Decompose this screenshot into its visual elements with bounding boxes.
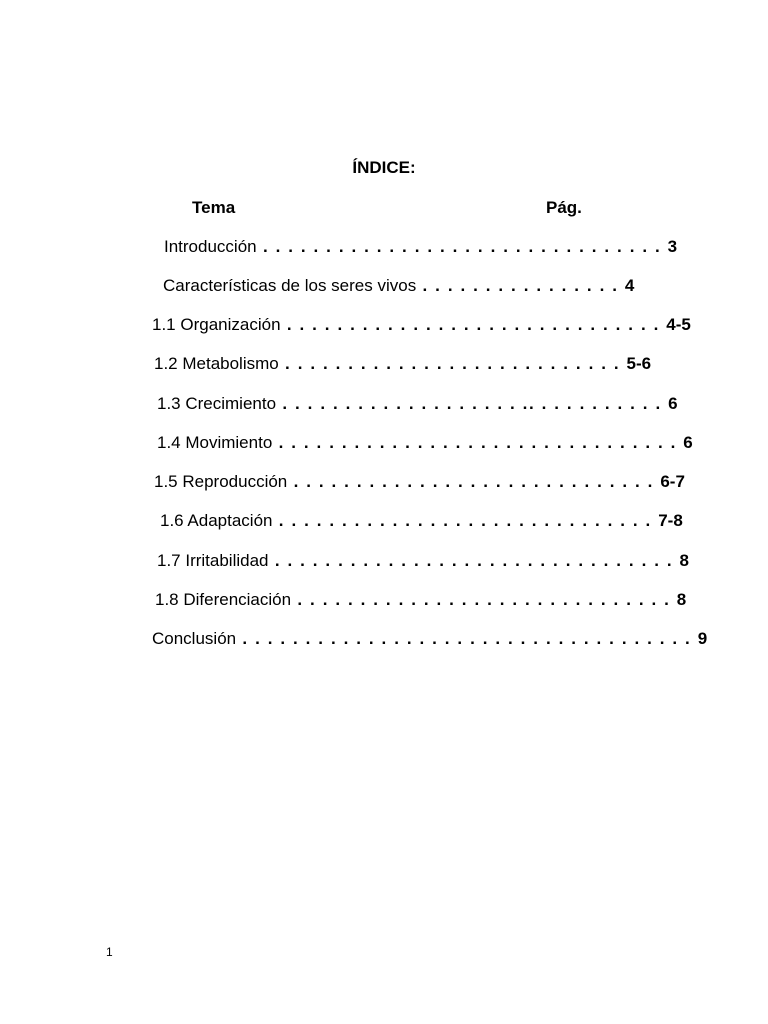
toc-entry-label: Conclusión [152, 629, 237, 648]
toc-leader-dots: . . . . . . . . . . . . . . . . . . . . . . . . . . . . . [287, 472, 661, 491]
toc-entry-introduccion [164, 236, 677, 258]
toc-entry-page: 4 [624, 276, 635, 295]
toc-entry-label: 1.4 Movimiento [157, 433, 273, 452]
column-header-page: Pág. [546, 198, 582, 217]
toc-entry-label: 1.5 Reproducción [154, 472, 288, 491]
toc-entry-label: Características de los seres vivos [163, 276, 417, 295]
toc-entry-label: 1.1 Organización [152, 315, 281, 334]
toc-entry-page: 6 [668, 394, 678, 413]
toc-entry-movimiento [157, 432, 693, 454]
toc-entry-irritabilidad [157, 550, 689, 572]
toc-entry-adaptacion [160, 510, 683, 532]
toc-entry-caracteristicas [163, 275, 634, 297]
toc-entry-organizacion [152, 314, 691, 336]
toc-entry-conclusion [152, 628, 707, 650]
toc-entry-label: 1.2 Metabolismo [154, 354, 279, 373]
toc-leader-dots: . . . . . . . . . . . . . . . . . . . . . . . . . . . . . . . . [272, 433, 684, 452]
toc-entry-page: 6 [683, 433, 693, 452]
toc-entry-crecimiento [157, 393, 678, 415]
toc-leader-dots: . . . . . . . . . . . . . . . . . . . . . . . . . . . . . . . . [256, 237, 668, 256]
toc-entry-label: Introducción [164, 237, 257, 256]
toc-entry-page: 5-6 [626, 354, 652, 373]
toc-entry-diferenciacion [155, 589, 686, 611]
toc-entry-page: 9 [697, 629, 708, 648]
column-header-topic: Tema [192, 198, 236, 217]
toc-entry-page: 8 [679, 551, 689, 570]
index-title: ÍNDICE: [352, 158, 416, 177]
toc-entry-page: 8 [676, 590, 687, 609]
toc-entry-label: 1.3 Crecimiento [157, 394, 277, 413]
toc-entry-page: 4-5 [666, 315, 691, 334]
toc-entry-metabolismo [154, 353, 651, 375]
toc-leader-dots: . . . . . . . . . . . . . . . . . . . . . . . . . . . [278, 354, 627, 373]
toc-entry-reproduccion [154, 471, 685, 493]
toc-entry-page: 7-8 [658, 511, 683, 530]
toc-leader-dots: . . . . . . . . . . . . . . . . . . . . . . . . . . . . . . [272, 511, 659, 530]
toc-entry-label: 1.8 Diferenciación [155, 590, 292, 609]
toc-entry-page: 3 [667, 237, 678, 256]
toc-leader-dots: . . . . . . . . . . . . . . . . . . . .. . . . . . . . . . . [276, 394, 669, 413]
toc-leader-dots: . . . . . . . . . . . . . . . . . . . . . . . . . . . . . . [291, 590, 677, 609]
toc-leader-dots: . . . . . . . . . . . . . . . . . . . . . . . . . . . . . . [280, 315, 667, 334]
toc-leader-dots: . . . . . . . . . . . . . . . . [416, 276, 625, 295]
toc-entry-page: 6-7 [660, 472, 685, 491]
toc-entry-label: 1.6 Adaptación [160, 511, 273, 530]
toc-leader-dots: . . . . . . . . . . . . . . . . . . . . . . . . . . . . . . . . [268, 551, 680, 570]
toc-entry-label: 1.7 Irritabilidad [157, 551, 269, 570]
page-number: 1 [106, 945, 113, 959]
toc-leader-dots: . . . . . . . . . . . . . . . . . . . . . . . . . . . . . . . . . . . . [236, 629, 698, 648]
